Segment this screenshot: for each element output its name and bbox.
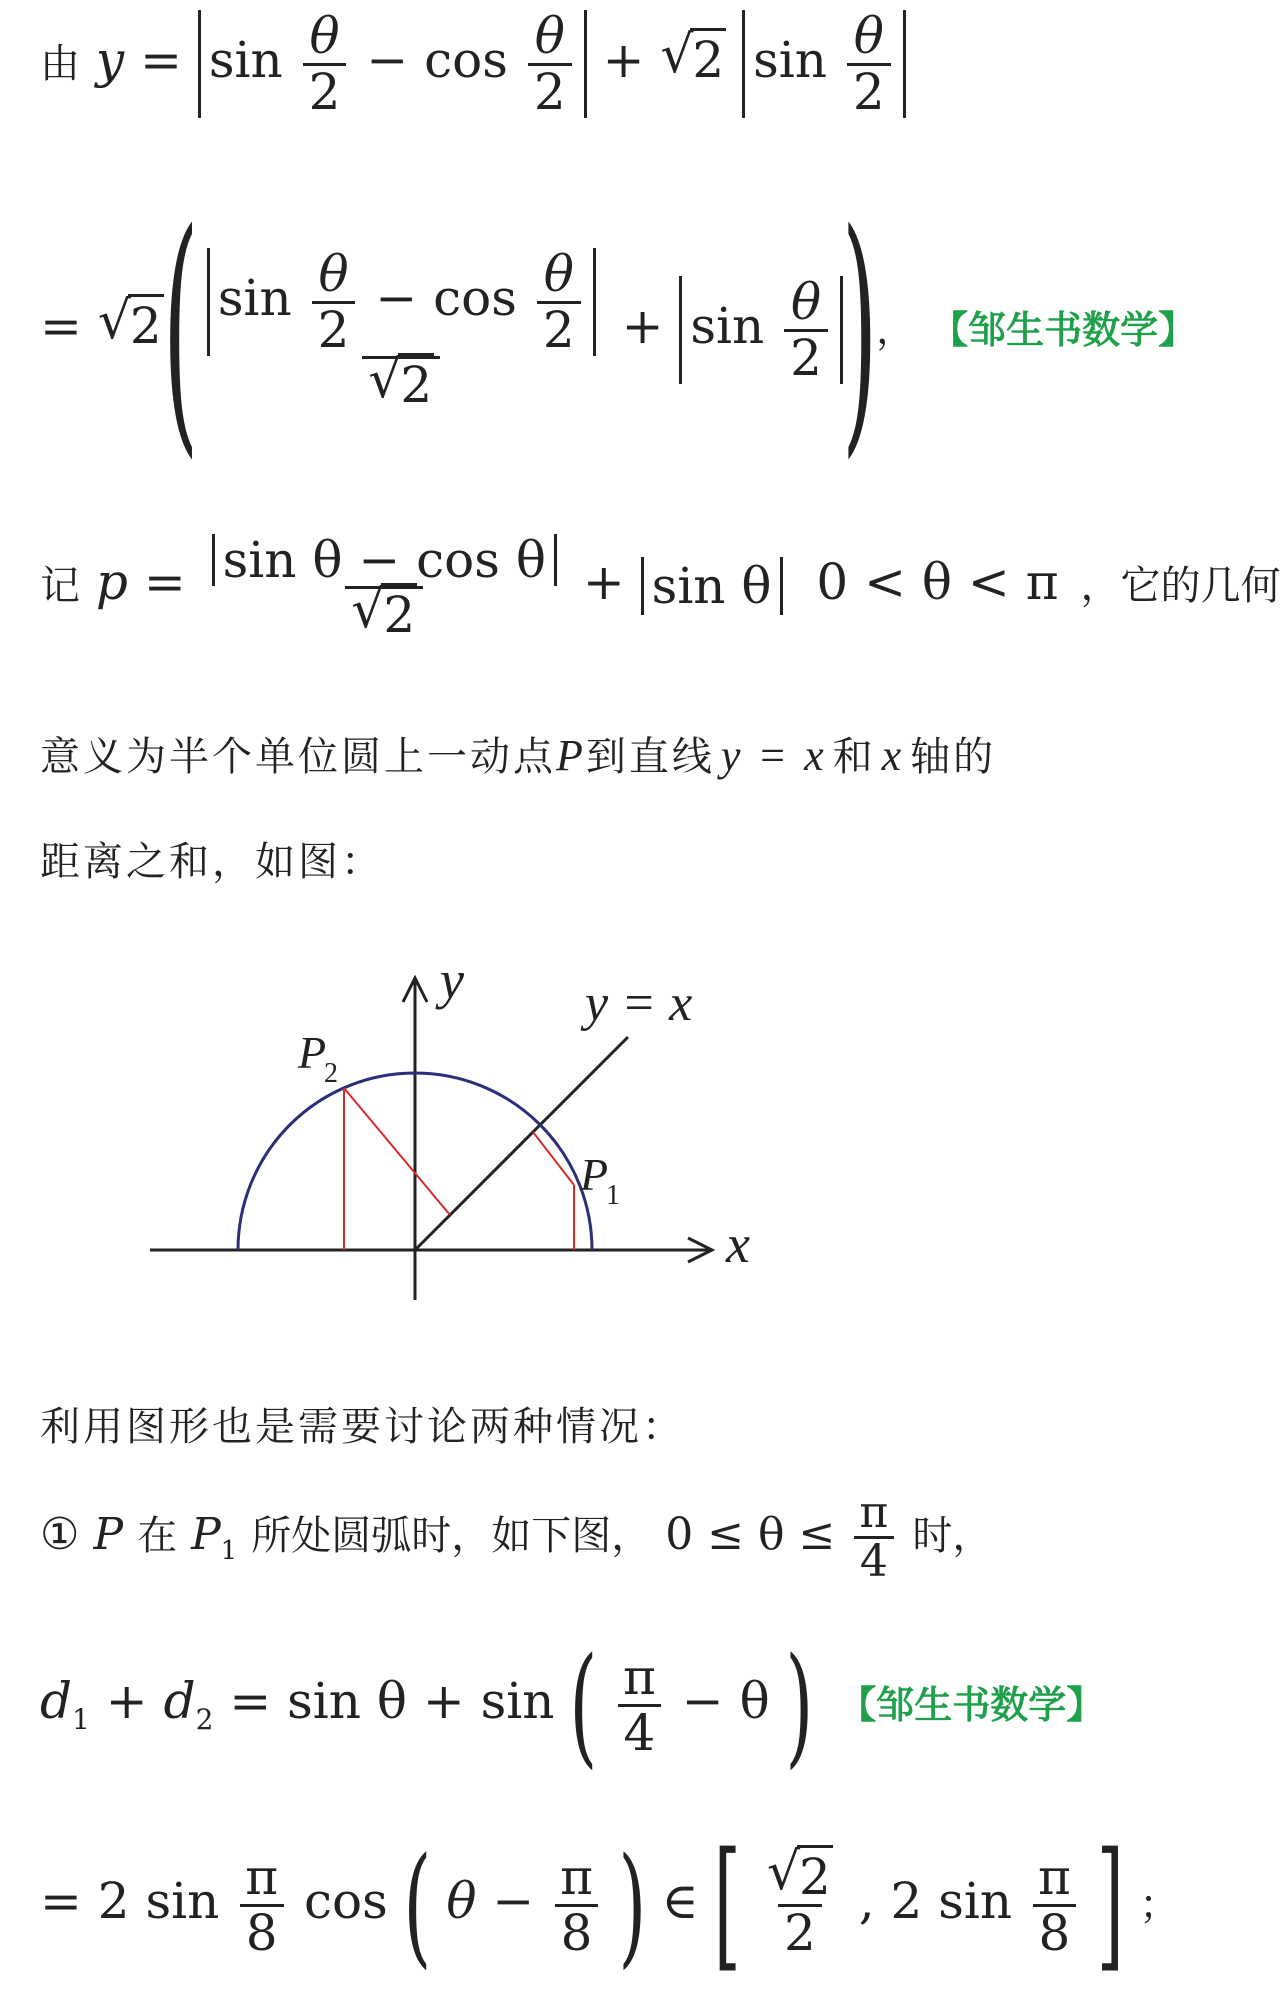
- numerator: [206, 530, 563, 589]
- equation-1: [40, 1629, 1105, 1781]
- two: 2: [778, 1904, 822, 1960]
- radicand: 2: [797, 1845, 833, 1906]
- pi: π: [1037, 1848, 1071, 1906]
- four: 4: [854, 1536, 894, 1585]
- theta: θ: [853, 7, 884, 65]
- two: 2: [784, 329, 828, 385]
- eight: 8: [555, 1904, 599, 1960]
- left-paren: (: [569, 1629, 598, 1781]
- prefix-you: 由: [40, 41, 80, 87]
- frac-pi-8c: [1032, 1848, 1077, 1962]
- two: 2: [537, 301, 581, 357]
- abs-sin: [742, 7, 906, 121]
- pi: π: [623, 1648, 656, 1706]
- p1-label: P: [580, 1149, 609, 1200]
- plus: +: [582, 552, 625, 611]
- element-of: ∈: [661, 1872, 699, 1930]
- equals: =: [140, 31, 182, 89]
- eq-yx: y = x: [720, 731, 827, 780]
- text: 意义为半个单位圆上一动点: [40, 734, 556, 780]
- theta: θ: [543, 245, 574, 304]
- radicand: 2: [381, 583, 417, 644]
- two: 2: [528, 63, 572, 119]
- two: 2: [303, 63, 347, 119]
- four: 4: [618, 1704, 662, 1760]
- equals: =: [143, 552, 186, 611]
- sin-text: sin: [753, 31, 827, 89]
- sub-1: 1: [220, 1535, 238, 1566]
- text: 时，: [912, 1513, 993, 1560]
- sin-text: sin: [690, 297, 765, 355]
- p2-label: P: [298, 1027, 327, 1078]
- semicolon: ；: [1139, 1882, 1180, 1928]
- minus: −: [366, 31, 409, 89]
- sin-text: sin: [208, 31, 283, 89]
- frac-theta-2: [312, 245, 356, 359]
- para-cases: 利用图形也是需要讨论两种情况：: [40, 1404, 685, 1450]
- abs-numerator: sin θ − cos θ: [212, 534, 557, 587]
- abs-sin-theta: sin θ: [641, 557, 783, 615]
- formula-line-2: [40, 179, 1197, 481]
- p2-sub: 2: [324, 1058, 338, 1089]
- eight: 8: [240, 1904, 284, 1960]
- comma: ，: [876, 308, 915, 352]
- inequality: 0 ≤ θ ≤: [665, 1509, 836, 1561]
- radicand: 2: [690, 28, 726, 89]
- var-y: y: [95, 31, 125, 89]
- lead: = 2 sin: [40, 1872, 220, 1930]
- denominator: [362, 356, 440, 415]
- frac-theta-2: [303, 7, 347, 121]
- figure-semicircle: [0, 940, 1080, 1340]
- frac-sqrt2-2: [761, 1848, 839, 1962]
- two: 2: [312, 301, 356, 357]
- var-p: p: [95, 552, 128, 611]
- plus: +: [621, 297, 664, 355]
- plus: +: [602, 31, 645, 89]
- d2: d: [163, 1672, 196, 1730]
- comma-2sin: , 2 sin: [858, 1872, 1013, 1930]
- circled-one: ①: [40, 1509, 80, 1561]
- cos-text: cos: [433, 269, 517, 328]
- denominator: [345, 586, 423, 645]
- suffix-text: ，它的几何: [1080, 562, 1280, 609]
- text: 和: [832, 734, 876, 780]
- text: 轴的: [910, 734, 997, 780]
- theta: θ: [534, 7, 565, 65]
- sub-2: 2: [195, 1703, 214, 1736]
- frac-pi-8b: [554, 1848, 599, 1962]
- plus: +: [105, 1672, 148, 1730]
- pi: π: [859, 1487, 889, 1538]
- frac-p: [206, 530, 563, 645]
- sqrt-2: [767, 1848, 833, 1906]
- theta: θ: [318, 245, 349, 304]
- two: 2: [847, 63, 891, 119]
- eight: 8: [1033, 1904, 1077, 1960]
- var-x: x: [881, 731, 905, 780]
- sin-text: sin: [217, 269, 292, 328]
- p2-perp: [344, 1088, 450, 1215]
- pi: π: [245, 1848, 279, 1906]
- sqrt-2: [660, 31, 726, 89]
- text: 在: [137, 1513, 178, 1560]
- abs-sin: [679, 273, 843, 387]
- rhs: = sin θ + sin: [229, 1672, 555, 1730]
- minus-theta: − θ: [681, 1672, 770, 1730]
- prefix-ji: 记: [40, 562, 80, 609]
- right-bracket: ]: [1096, 1823, 1124, 1986]
- theta: θ: [309, 7, 340, 65]
- var-P: P: [556, 731, 586, 780]
- p1-sub: 1: [606, 1180, 620, 1211]
- text: 所处圆弧时，如下图，: [251, 1513, 652, 1560]
- para-line-a: [40, 725, 996, 782]
- right-paren: ): [785, 1629, 813, 1781]
- theta: θ: [790, 273, 822, 331]
- left-paren: (: [162, 179, 199, 481]
- case-1-line: [40, 1487, 993, 1588]
- frac-theta-2c: [847, 7, 891, 121]
- left-bracket: [: [714, 1823, 742, 1986]
- frac-pi-8: [239, 1848, 284, 1962]
- frac-theta-2c: [784, 273, 828, 387]
- equals: =: [40, 297, 82, 355]
- cos-text: cos: [304, 1872, 388, 1930]
- formula-line-3: [40, 530, 1280, 645]
- left-paren: (: [403, 1829, 432, 1981]
- sub-1: 1: [72, 1703, 90, 1736]
- theta-range: 0 < θ < π: [816, 552, 1059, 611]
- minus: −: [375, 269, 418, 328]
- theta-minus: θ −: [446, 1872, 535, 1930]
- sqrt-2: [351, 586, 417, 645]
- frac-theta-2b: [537, 245, 581, 359]
- numerator: [201, 245, 602, 359]
- formula-line-1: [40, 7, 906, 121]
- brand-label: 【邹生书数学】: [838, 1683, 1105, 1727]
- y-axis-label: y: [440, 950, 464, 1010]
- para-line-b: 距离之和，如图：: [40, 839, 384, 885]
- var-P: P: [93, 1509, 124, 1561]
- right-paren: ): [841, 179, 878, 481]
- abs-sin-minus-cos: [207, 245, 596, 359]
- brand-label: 【邹生书数学】: [930, 308, 1197, 352]
- radicand: 2: [128, 294, 164, 355]
- cos-text: cos: [424, 31, 508, 89]
- sqrt-2: [368, 356, 434, 415]
- frac-pi-4: [617, 1648, 662, 1762]
- var-P1: P: [191, 1509, 221, 1561]
- line-y-eq-x: [415, 1037, 628, 1250]
- d1: d: [40, 1672, 73, 1730]
- x-axis-label: x: [726, 1214, 750, 1274]
- frac-theta-2b: [528, 7, 572, 121]
- abs-sin-minus-cos: [198, 7, 587, 121]
- pi: π: [560, 1848, 594, 1906]
- frac-abs-over-sqrt2: [201, 245, 602, 415]
- radicand: 2: [398, 353, 434, 414]
- right-paren: ): [618, 1829, 647, 1981]
- sqrt-2: [98, 297, 164, 355]
- frac-pi-4: [853, 1487, 894, 1588]
- line-label-yx: y = x: [585, 975, 693, 1032]
- equation-2: [40, 1823, 1180, 1986]
- text: 到直线: [585, 734, 715, 780]
